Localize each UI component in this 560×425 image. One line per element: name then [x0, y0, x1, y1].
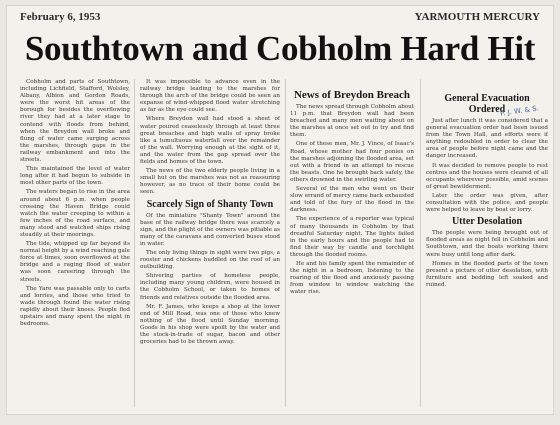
page-headline: Southtown and Cobholm Hard Hit: [24, 29, 536, 68]
paragraph: Later the order was given, after consultation with the police, and people were helped to leave by boat or lorry.: [426, 192, 548, 214]
paragraph: The tide, whipped up far beyond its normal height by a wind reaching gale force at times, soon overflowed at the bridge and a raging flood of water was soon careering through the streets.: [20, 241, 130, 283]
paragraph: The waters began to rise in the area around about 6 p.m. when people crossing the Haven Bridge could watch the water creeping to within a few inches of the road surface, and many stood and watched ships rising steadily at their moorings.: [20, 189, 130, 238]
paragraph: The Yare was passable only to carts and lorries, and those who tried to wade through found the water rising rapidly about their knees. People fled upstairs and many spent the night in bedrooms.: [20, 285, 130, 328]
paragraph: Shivering parties of homeless people, including many young children, were housed in the Cobholm School, or taken to homes of friends and relatives outside the flooded area.: [140, 273, 280, 301]
newspaper-page: [6, 5, 554, 415]
masthead: [20, 11, 540, 23]
paragraph: He and his family spent the remainder of the night in a bedroom, listening to the roaring of the flood and anxiously passing from window to window watching the water rise.: [290, 260, 414, 296]
paragraph: Just after lunch it was considered that a general evacuation order had been issued from the Town Hall, and efforts were if anything redoubled in order to clear the area of people before night came and the danger increased.: [426, 118, 548, 160]
article-column-2: [140, 79, 280, 413]
paragraph: Where Breydon wall had stood a sheet of water poured ceaselessly through at least three great breaches and high walls of spray broke like a tumultuous waterfall over the remainder of the wall. Worrying enough at the sight of it, and the water from the gap spread over the fields and homes of the town.: [140, 116, 280, 166]
handwritten-stamp: P. J. W. & S.: [499, 104, 540, 118]
subheading: General Evacuation Ordered: [444, 93, 530, 115]
paragraph: The news of the two elderly people living in a small hut on the marshes was not as reassuring however, as no trace of their home could be seen.: [140, 168, 280, 196]
article-column-4: [426, 91, 548, 413]
paragraph: It was decided to remove people to rest centres and the houses were cleared of all occupants wherever possible, amid scenes of great bewilderment.: [426, 162, 548, 190]
subheading: News of Breydon Breach: [293, 89, 410, 101]
column-rule: [285, 79, 286, 407]
column-rule: [134, 79, 135, 407]
column-rule: [420, 79, 421, 407]
paragraph: Several of the men who went on their slow errand of mercy came back exhausted and told of the fury of the flood in the darkness.: [290, 186, 414, 214]
issue-date: February 6, 1953: [20, 11, 101, 23]
paragraph: Of the miniature "Shanty Town" around the base of the railway bridge there was scarcely a sign, and the plight of the owners was pitiable as many of the caravans and converted buses stood in water.: [140, 212, 280, 247]
paragraph: The only living things in sight were two pigs, a rooster and chickens huddled on the roof of an outbuilding.: [140, 249, 280, 271]
paragraph: Mr. F. James, who keeps a shop at the lower end of Mill Road, was one of those who knew nothing of the flood until Sunday morning. Goods in his shop were spoilt by the water and the stock-in-trade of sugar, bacon and other groceries had to be thrown away.: [140, 303, 280, 346]
paragraph: The experience of a reporter was typical of many thousands in Cobholm by that dreadful Saturday night. The lights failed in the early hours and the people had to find their way by candle and torchlight through the flooded rooms.: [290, 216, 414, 258]
paper-name: YARMOUTH MERCURY: [414, 11, 540, 23]
paragraph: Homes in the flooded parts of the town present a picture of utter desolation, with furniture and bedding left soaked and ruined.: [426, 260, 548, 288]
paragraph: The people were being brought out of flooded areas as night fell in Cobholm and Southtown, and the boats working there were busy until long after dark.: [426, 230, 548, 258]
article-column-1: [20, 79, 130, 413]
paragraph: This maintained the level of water long after it had begun to subside in most other parts of the town.: [20, 166, 130, 187]
paragraph: The news spread through Cobholm about 11 p.m. that Breydon wall had been breached and many men waiting about on the marshes at once set out to try and find them.: [290, 104, 414, 139]
paragraph: One of these men, Mr. J. Vince, of Isaac's Road, whose mother had four ponies on the marshes adjoining the flooded area, set out with a friend in an attempt to rescue the beasts. One he brought back safely, the others drowned in the swirling water.: [290, 141, 414, 183]
paragraph: Cobholm and parts of Southtown, including Lichfield, Stafford, Wolsley, Albany, Albion and Gordon Roads, were the worst hit areas of the borough for besides the overflowing river they had at a later stage to contend with floods from behind, when the Breydon wall broke and flung of water came surging across the marshes, through gaps in the railway embankment and into the streets.: [20, 79, 130, 164]
paragraph: It was impossible to advance even in the railway bridge leading to the marshes for through the arch of the bridge could be seen an expanse of wind-whipped flood water stretching as far as the eye could see.: [140, 79, 280, 114]
subheading: Utter Desolation: [451, 216, 523, 228]
article-column-3: [290, 87, 414, 413]
subheading: Scarcely Sign of Shanty Town: [146, 198, 274, 210]
